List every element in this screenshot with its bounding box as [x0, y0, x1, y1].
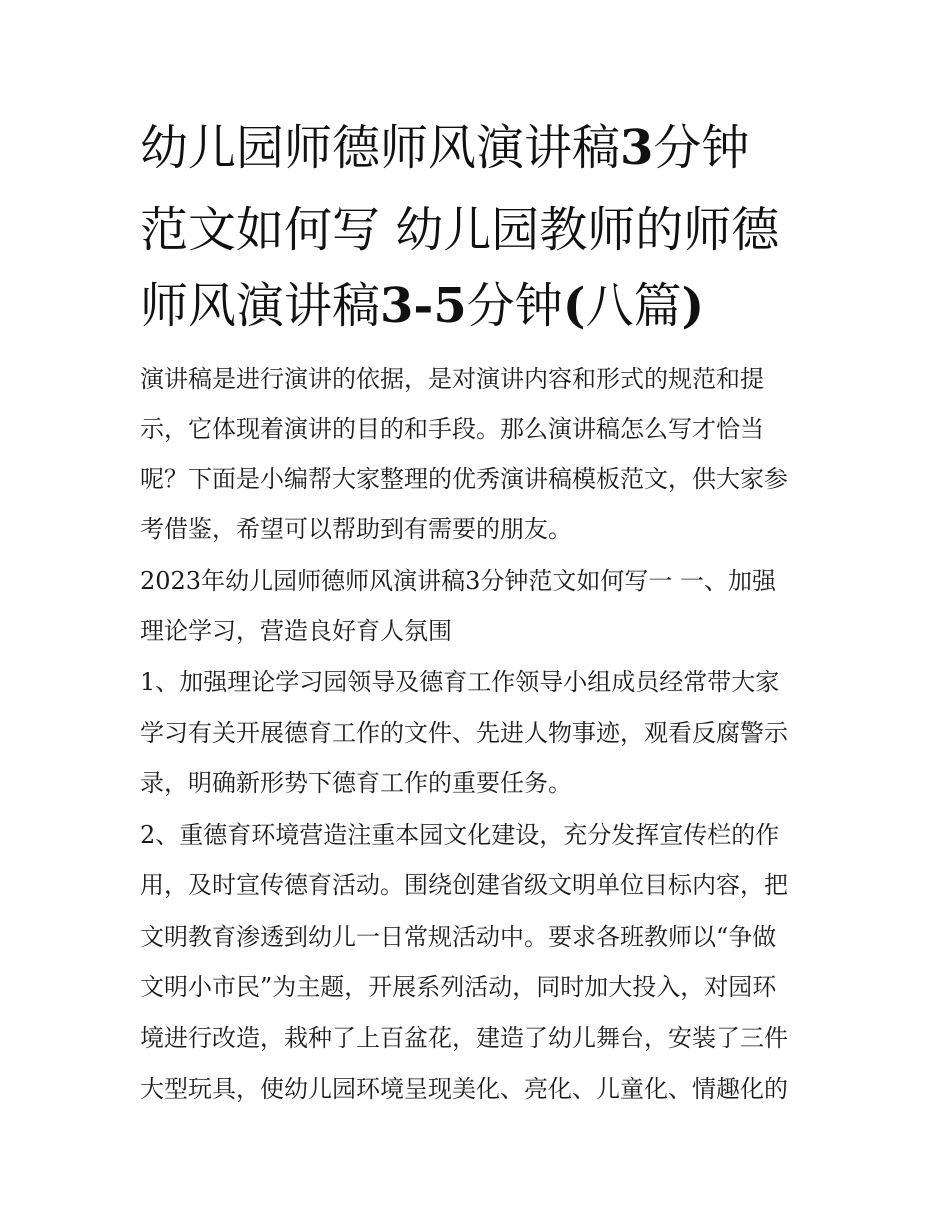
- body-line-9: 录，明确新形势下德育工作的重要任务。: [140, 769, 572, 797]
- body-line-4: 考借鉴，希望可以帮助到有需要的朋友。: [140, 515, 572, 543]
- body-line-8: 学习有关开展德育工作的文件、先进人物事迹，观看反腐警示: [140, 719, 788, 747]
- body-line-13: 文明小市民”为主题，开展系列活动，同时加大投入，对园环: [140, 973, 777, 1001]
- title-line-3: 师风演讲稿3-5分钟(八篇): [140, 278, 705, 334]
- body-line-2: 示，它体现着演讲的目的和手段。那么演讲稿怎么写才恰当: [140, 415, 764, 443]
- body-line-14: 境进行改造，栽种了上百盆花，建造了幼儿舞台，安装了三件: [140, 1024, 788, 1052]
- body-line-3: 呢？下面是小编帮大家整理的优秀演讲稿模板范文，供大家参: [140, 465, 788, 493]
- body-line-10: 2、重德育环境营造注重本园文化建设，充分发挥宣传栏的作: [140, 821, 780, 849]
- body-line-1: 演讲稿是进行演讲的依据，是对演讲内容和形式的规范和提: [140, 365, 764, 393]
- body-line-15: 大型玩具，使幼儿园环境呈现美化、亮化、儿童化、情趣化的: [140, 1075, 788, 1103]
- title-line-1: 幼儿园师德师风演讲稿3分钟: [140, 120, 750, 176]
- body-line-5: 2023年幼儿园师德师风演讲稿3分钟范文如何写一 一、加强: [140, 567, 776, 595]
- body-line-11: 用，及时宣传德育活动。围绕创建省级文明单位目标内容，把: [140, 871, 788, 899]
- title-line-2: 范文如何写 幼儿园教师的师德: [140, 202, 780, 258]
- body-line-7: 1、加强理论学习园领导及德育工作领导小组成员经常带大家: [140, 668, 780, 696]
- body-line-6: 理论学习，营造良好育人氛围: [140, 617, 452, 645]
- body-line-12: 文明教育渗透到幼儿一日常规活动中。要求各班教师以“争做: [140, 923, 777, 951]
